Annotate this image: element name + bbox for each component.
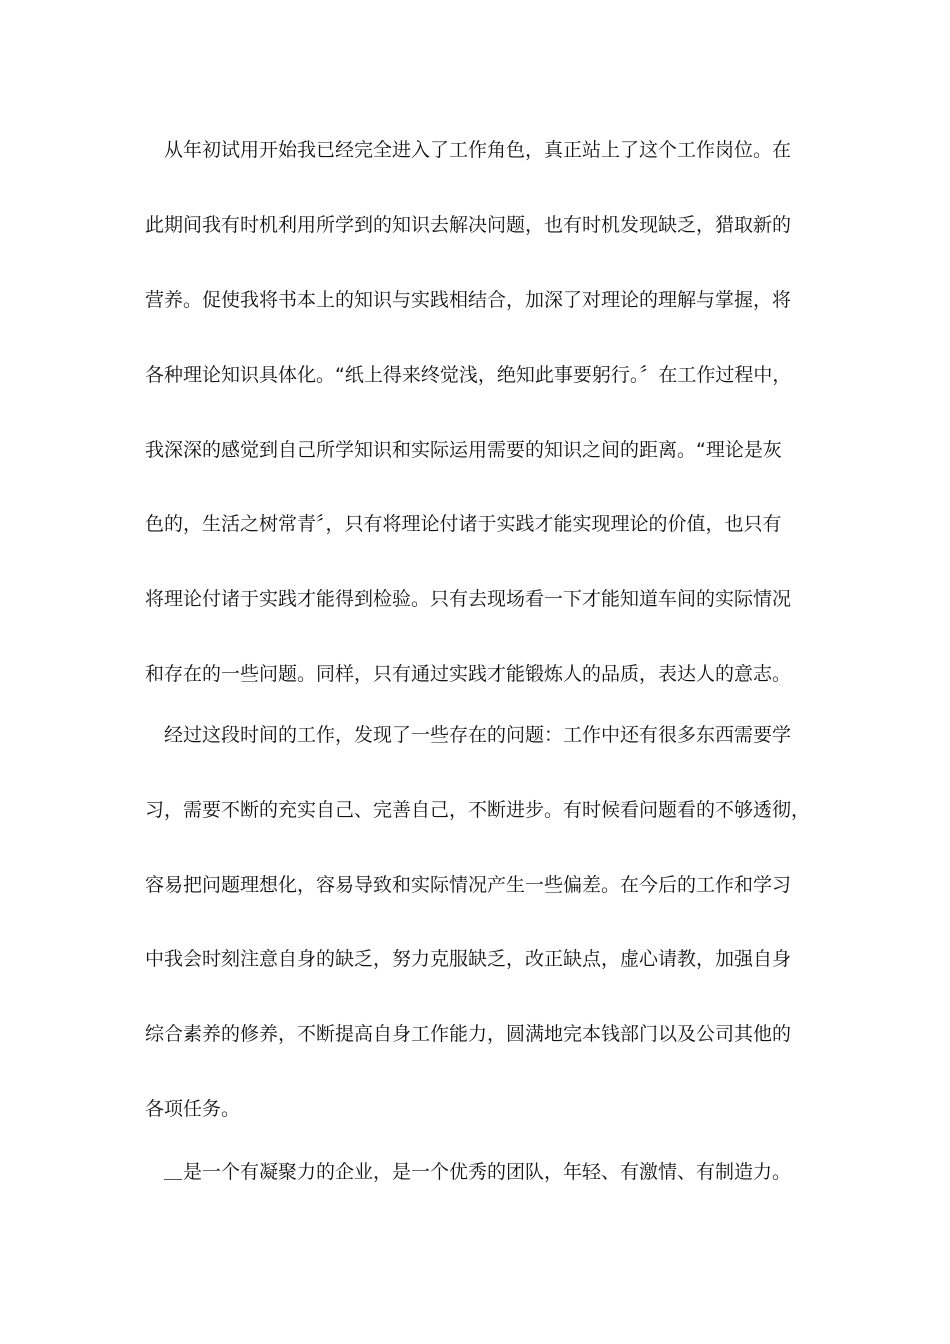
paragraph-1-line-8: 和存在的一些问题。同样，只有通过实践才能锻炼人的品质，表达人的意志。 bbox=[145, 663, 792, 685]
paragraph-1-line-2: 此期间我有时机利用所学到的知识去解决问题，也有时机发现缺乏，猎取新的 bbox=[145, 214, 792, 236]
paragraph-2-line-5: 综合素养的修养，不断提高自身工作能力，圆满地完本钱部门以及公司其他的 bbox=[145, 1023, 792, 1045]
blank-underline bbox=[164, 1161, 182, 1180]
paragraph-1-line-1: 从年初试用开始我已经完全进入了工作角色，真正站上了这个工作岗位。在 bbox=[164, 139, 792, 161]
paragraph-1-line-3: 营养。促使我将书本上的知识与实践相结合，加深了对理论的理解与掌握，将 bbox=[145, 289, 792, 311]
paragraph-1-line-6: 色的，生活之树常青〞，只有将理论付诸于实践才能实现理论的价值，也只有 bbox=[145, 513, 782, 535]
paragraph-3-text: 是一个有凝聚力的企业，是一个优秀的团队，年轻、有激情、有制造力。 bbox=[183, 1161, 792, 1183]
paragraph-2-line-1: 经过这段时间的工作，发现了一些存在的问题：工作中还有很多东西需要学 bbox=[164, 724, 792, 746]
paragraph-3-line-1 bbox=[164, 1159, 829, 1185]
paragraph-2-line-3: 容易把问题理想化，容易导致和实际情况产生一些偏差。在今后的工作和学习 bbox=[145, 874, 792, 896]
paragraph-2-line-2: 习，需要不断的充实自己、完善自己，不断进步。有时候看问题看的不够透彻， bbox=[145, 799, 811, 821]
paragraph-1-line-7: 将理论付诸于实践才能得到检验。只有去现场看一下才能知道车间的实际情况 bbox=[145, 588, 792, 610]
paragraph-2-line-4: 中我会时刻注意自身的缺乏，努力克服缺乏，改正缺点，虚心请教，加强自身 bbox=[145, 948, 792, 970]
paragraph-2-line-6: 各项任务。 bbox=[145, 1098, 241, 1120]
paragraph-1-line-5: 我深深的感觉到自己所学知识和实际运用需要的知识之间的距离。“理论是灰 bbox=[145, 439, 782, 461]
paragraph-1-line-4: 各种理论知识具体化。“纸上得来终觉浅，绝知此事要躬行。〞在工作过程中， bbox=[145, 364, 792, 386]
